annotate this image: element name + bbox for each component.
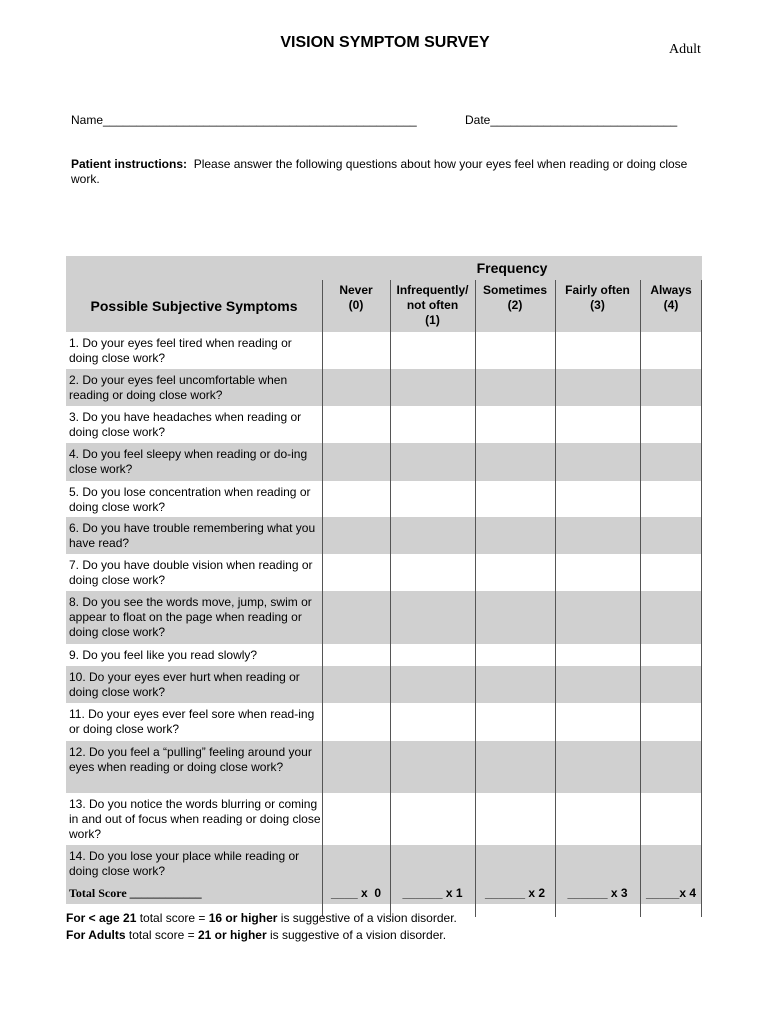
patient-instructions	[71, 157, 701, 187]
column-divider	[322, 280, 323, 917]
total-score-row	[66, 882, 702, 904]
column-divider	[555, 280, 556, 917]
instructions-label: Patient instructions:	[71, 157, 188, 171]
question-row-6	[66, 517, 702, 554]
question-row-11	[66, 703, 702, 741]
question-text: 7. Do you have double vision when reading or doing close work?	[69, 558, 313, 587]
question-text: 12. Do you feel a “pulling” feeling around your eyes when reading or doing close work?	[69, 745, 312, 774]
name-field[interactable]: Name_______________________________________________	[71, 113, 417, 127]
question-row-1	[66, 332, 702, 369]
multiplier-fairly-often[interactable]: ______ x 3	[567, 886, 628, 900]
scoring-note-under-21: For < age 21 total score = 16 or higher is suggestive of a vision disorder.	[66, 911, 457, 925]
symptom-heading: Possible Subjective Symptoms	[90, 298, 298, 314]
question-text: 13. Do you notice the words blurring or coming in and out of focus when reading or doing close work?	[69, 797, 321, 841]
question-row-13	[66, 793, 702, 845]
question-text: 3. Do you have headaches when reading or doing close work?	[69, 410, 302, 439]
question-row-8	[66, 591, 702, 644]
column-header-sometimes: Sometimes (2)	[482, 283, 548, 312]
question-text: 8. Do you see the words move, jump, swim or appear to float on the page when reading or doing close work?	[69, 595, 312, 639]
question-text: 6. Do you have trouble remembering what you have read?	[69, 521, 316, 550]
question-row-14	[66, 845, 702, 882]
survey-title: VISION SYMPTOM SURVEY	[280, 34, 490, 51]
column-divider	[701, 280, 702, 917]
frequency-heading: Frequency	[476, 260, 548, 276]
total-score-label[interactable]: Total Score ____________	[69, 886, 202, 900]
column-divider	[640, 280, 641, 917]
question-row-12	[66, 741, 702, 793]
date-field[interactable]: Date____________________________	[465, 113, 678, 127]
question-text: 5. Do you lose concentration when reading or doing close work?	[69, 485, 311, 514]
question-text: 2. Do your eyes feel uncomfortable when reading or doing close work?	[69, 373, 288, 402]
question-row-10	[66, 666, 702, 703]
column-header-fairly-often: Fairly often (3)	[565, 283, 630, 312]
column-header-infrequently: Infrequently/ not often (1)	[396, 283, 469, 327]
version-label: Adult	[669, 42, 701, 57]
question-row-9	[66, 644, 702, 666]
multiplier-sometimes[interactable]: ______ x 2	[484, 886, 546, 900]
question-text: 11. Do your eyes ever feel sore when read-ing or doing close work?	[69, 707, 315, 736]
question-text: 14. Do you lose your place while reading or doing close work?	[69, 849, 300, 878]
column-header-never: Never (0)	[339, 283, 373, 312]
table-header	[66, 256, 702, 332]
multiplier-always[interactable]: _____x 4	[645, 886, 697, 900]
question-row-2	[66, 369, 702, 406]
instructions-text: Please answer the following questions about how your eyes feel when reading or doing close work.	[71, 157, 688, 186]
question-text: 1. Do your eyes feel tired when reading or doing close work?	[69, 336, 292, 365]
question-text: 4. Do you feel sleepy when reading or do-ing close work?	[69, 447, 308, 476]
question-text: 9. Do you feel like you read slowly?	[69, 648, 258, 662]
multiplier-infrequently[interactable]: ______ x 1	[402, 886, 463, 900]
question-text: 10. Do your eyes ever hurt when reading or doing close work?	[69, 670, 300, 699]
question-row-5	[66, 481, 702, 517]
multiplier-never[interactable]: ____ x 0	[330, 886, 382, 900]
column-header-always: Always (4)	[650, 283, 692, 312]
question-row-3	[66, 406, 702, 443]
scoring-note-adults: For Adults total score = 21 or higher is suggestive of a vision disorder.	[66, 928, 447, 942]
question-row-7	[66, 554, 702, 591]
question-row-4	[66, 443, 702, 481]
column-divider	[390, 280, 391, 917]
column-divider	[475, 280, 476, 917]
